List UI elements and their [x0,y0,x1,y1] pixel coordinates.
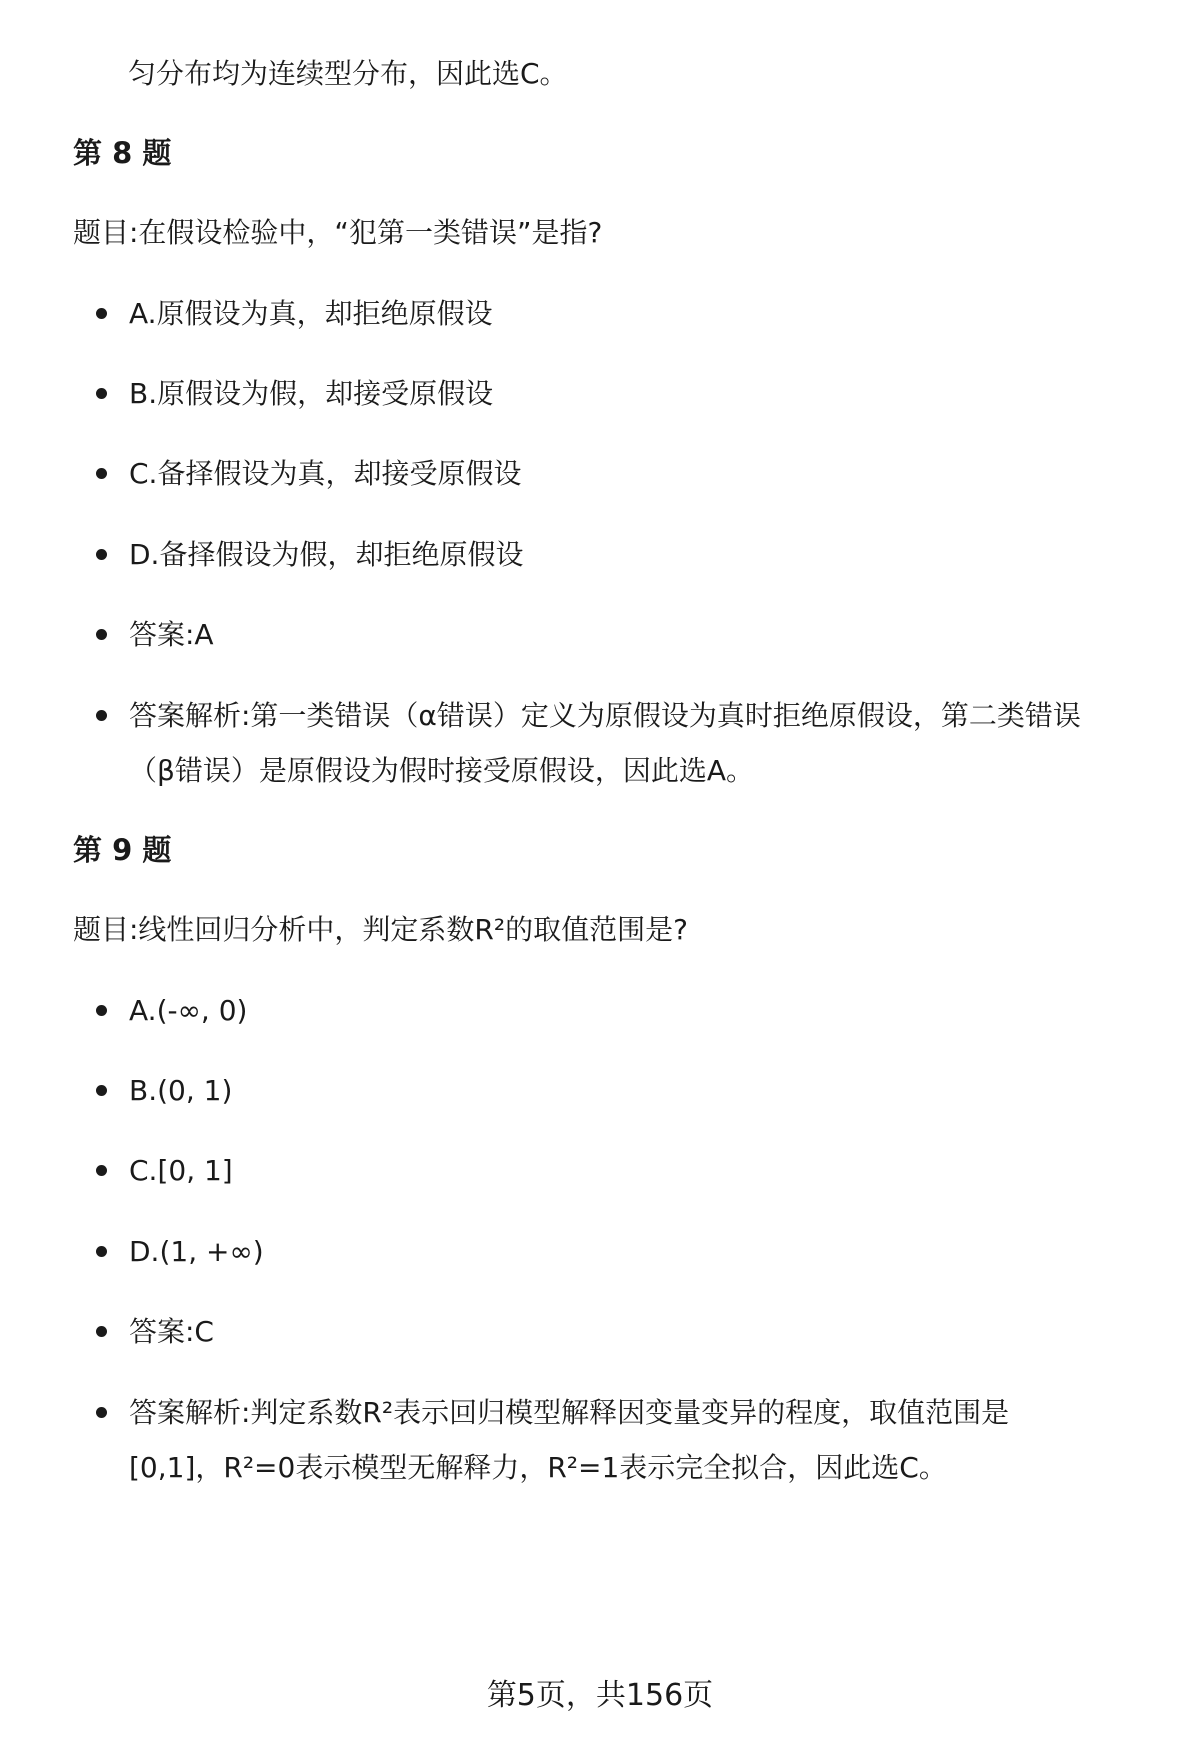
bullet-icon [96,308,107,319]
bullet-icon [96,1246,107,1257]
question-8-text: 题目:在假设检验中，“犯第一类错误”是指? [73,216,603,249]
option-text: C.[0, 1] [129,1154,233,1187]
page-footer: 第5页，共156页 [486,1678,714,1713]
option-text: C.备择假设为真，却接受原假设 [129,457,522,490]
bullet-icon [96,468,107,479]
bullet-icon [96,629,107,640]
explanation-line-1: 答案解析:判定系数R²表示回归模型解释因变量变异的程度，取值范围是 [129,1396,1010,1429]
option-text: A.原假设为真，却拒绝原假设 [129,297,493,330]
question-9-heading: 第 9 题 [73,833,172,867]
answer-text: 答案:A [129,618,214,651]
explanation-line-2: [0,1]，R²=0表示模型无解释力，R²=1表示完全拟合，因此选C。 [129,1451,947,1484]
question-9-text: 题目:线性回归分析中，判定系数R²的取值范围是? [73,913,688,946]
option-text: D.备择假设为假，却拒绝原假设 [129,538,524,571]
bullet-icon [96,388,107,399]
option-text: A.(-∞, 0) [129,994,248,1027]
bullet-icon [96,549,107,560]
continued-text: 匀分布均为连续型分布，因此选C。 [128,57,568,90]
option-text: B.原假设为假，却接受原假设 [129,377,494,410]
bullet-icon [96,1005,107,1016]
bullet-icon [96,1407,107,1418]
explanation-line-2: （β错误）是原假设为假时接受原假设，因此选A。 [129,754,755,787]
explanation-line-1: 答案解析:第一类错误（α错误）定义为原假设为真时拒绝原假设，第二类错误 [129,699,1081,732]
question-8-heading: 第 8 题 [73,136,172,170]
bullet-icon [96,1326,107,1337]
option-text: D.(1, +∞) [129,1235,264,1268]
answer-text: 答案:C [129,1315,214,1348]
option-text: B.(0, 1) [129,1074,233,1107]
bullet-icon [96,710,107,721]
bullet-icon [96,1165,107,1176]
bullet-icon [96,1085,107,1096]
